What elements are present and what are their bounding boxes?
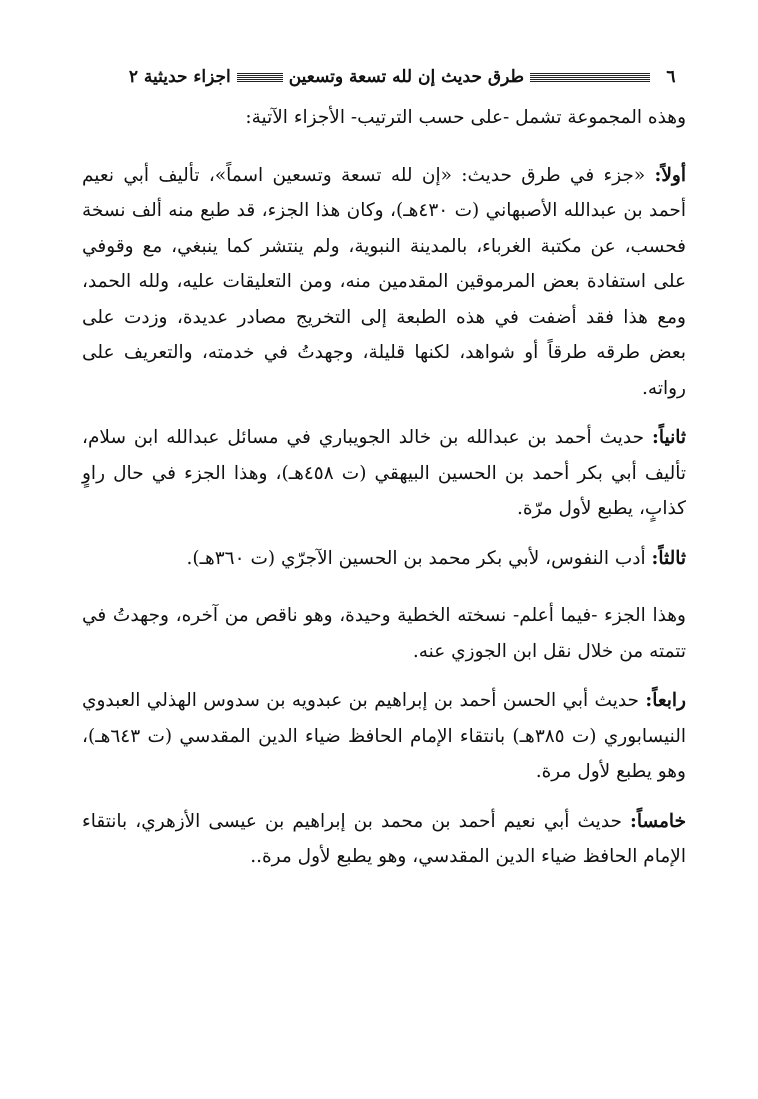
page-number: ٦	[666, 67, 676, 87]
item-paragraph-1	[82, 158, 686, 407]
header-rule-right	[530, 73, 650, 82]
paragraph-text: أدب النفوس، لأبي بكر محمد بن الحسين الآجرّي (ت ٣٦٠هـ).	[186, 547, 652, 569]
paragraph-lead: رابعاً:	[645, 690, 686, 711]
paragraph-text: حديث أحمد بن عبدالله بن خالد الجويباري في مسائل عبدالله ابن سلام، تأليف أبي بكر أحمد بن الحسين البيهقي (ت ٤٥٨هـ)، وهذا الجزء في حال راوٍ كذابٍ، يطبع لأول مرّة.	[82, 427, 686, 519]
item-paragraph-2	[82, 420, 686, 527]
running-header	[82, 62, 686, 92]
intro-paragraph	[82, 100, 686, 136]
item-paragraph-3	[82, 541, 686, 577]
paragraph-lead: ثالثاً:	[651, 547, 686, 569]
paragraph-text: حديث أبي الحسن أحمد بن إبراهيم بن عبدويه بن سدوس الهذلي العبدوي النيسابوري (ت ٣٨٥هـ) بانتقاء الإمام الحافظ ضياء الدين المقدسي (ت ٦٤٣هـ)، وهو يطبع لأول مرة.	[82, 690, 686, 782]
paragraph-lead: ثانياً:	[652, 427, 686, 448]
paragraph-text: وهذه المجموعة تشمل -على حسب الترتيب- الأجزاء الآتية:	[245, 107, 686, 128]
series-title: اجزاء حديثية ٢	[128, 67, 231, 87]
item-paragraph-5	[82, 804, 686, 875]
header-rule-middle	[237, 73, 283, 82]
paragraph-text: حديث أبي نعيم أحمد بن محمد بن إبراهيم بن عيسى الأزهري، بانتقاء الإمام الحافظ ضياء الدين المقدسي، وهو يطبع لأول مرة..	[82, 810, 686, 867]
item-paragraph-4	[82, 683, 686, 790]
book-title: طرق حديث إن لله تسعة وتسعين	[288, 67, 524, 87]
paragraph-lead: أولاً:	[654, 164, 686, 186]
body-text	[82, 100, 686, 875]
note-paragraph	[82, 598, 686, 669]
paragraph-lead: خامساً:	[630, 810, 686, 832]
paragraph-text: وهذا الجزء -فيما أعلم- نسخته الخطية وحيدة، وهو ناقص من آخره، وجهدتُ في تتمته من خلال نقل ابن الجوزي عنه.	[82, 605, 686, 662]
paragraph-text: «جزء في طرق حديث: «إن لله تسعة وتسعين اسماً»، تأليف أبي نعيم أحمد بن عبدالله الأصبهاني (ت ٤٣٠هـ)، وكان هذا الجزء، قد طبع منه ألف نسخة فحسب، عن مكتبة الغرباء، بالمدينة النبوية، ولم ينتشر كما ينبغي، مع وقوفي على استفادة بعض المرموقين المقدمين منه، ومن التعليقات عليه، ولله الحمد، ومع هذا فقد أضفت في هذه الطبعة إلى التخريج مصادر عديدة، وزدت على بعض طرقه طرقاً أو شواهد، لكنها قليلة، وجهدتُ في خدمته، والتعريف على رواته.	[82, 164, 686, 399]
